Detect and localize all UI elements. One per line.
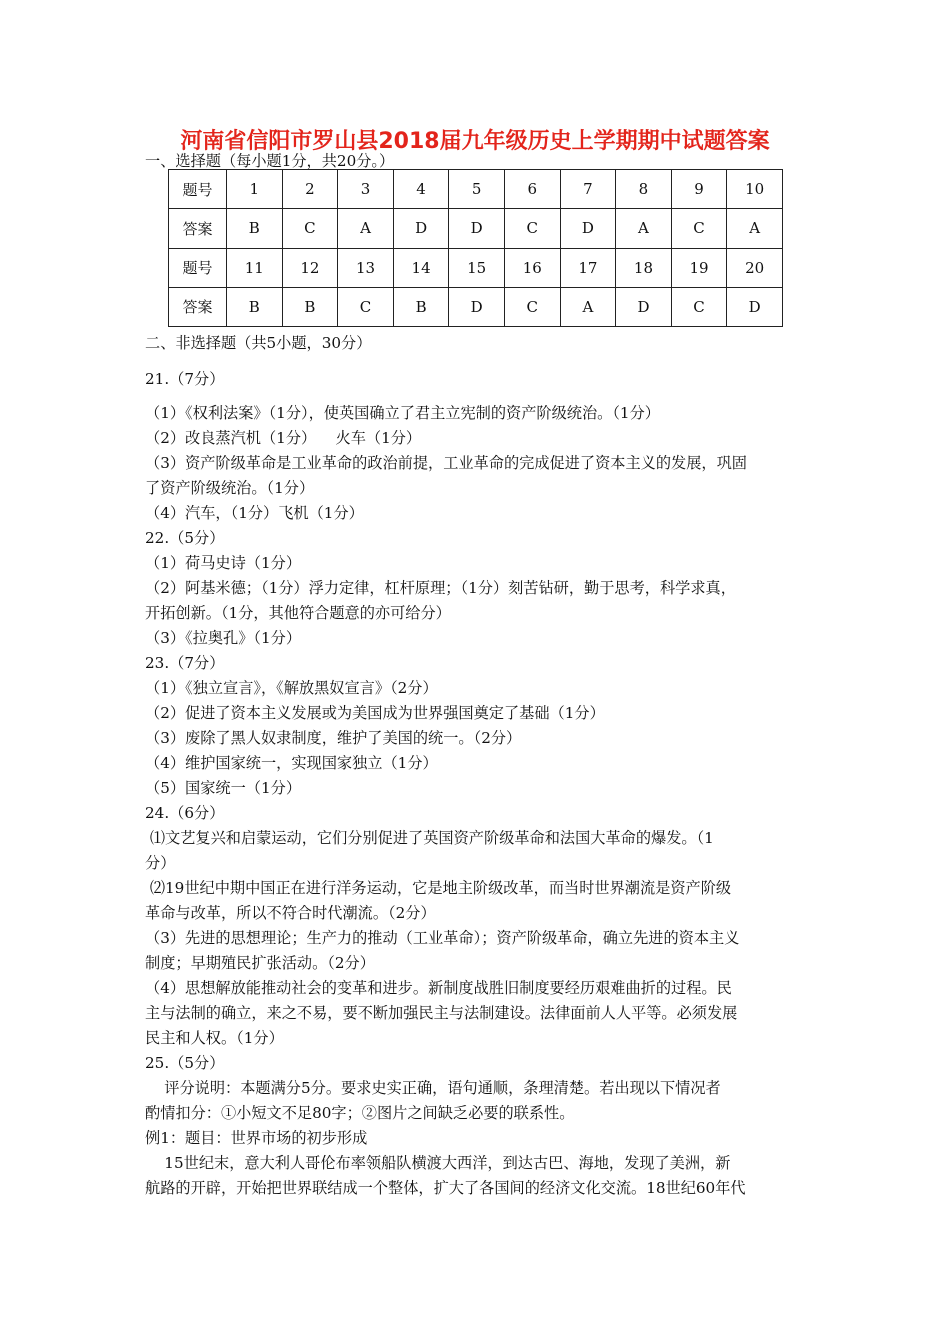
- text-line: ⑵19世纪中期中国正在进行洋务运动，它是地主阶级改革，而当时世界潮流是资产阶级: [145, 879, 732, 897]
- text-line: （2）改良蒸汽机（1分） 火车（1分）: [145, 429, 422, 447]
- table-cell: D: [449, 287, 505, 326]
- table-cell: A: [616, 209, 672, 248]
- table-cell: 11: [227, 248, 283, 287]
- text-line: 22.（5分）: [145, 529, 225, 547]
- table-cell: 7: [560, 170, 616, 209]
- table-cell: 6: [504, 170, 560, 209]
- table-row: [169, 209, 783, 248]
- section-heading-choice: 一、选择题（每小题1分，共20分。）: [145, 152, 395, 170]
- table-header-cell: 题号: [169, 170, 227, 209]
- text-line: 例1：题目：世界市场的初步形成: [145, 1129, 368, 1147]
- table-cell: 18: [616, 248, 672, 287]
- table-cell: 1: [227, 170, 283, 209]
- table-header-cell: 题号: [169, 248, 227, 287]
- text-line: 革命与改革，所以不符合时代潮流。（2分）: [145, 904, 436, 922]
- text-line: 了资产阶级统治。（1分）: [145, 479, 315, 497]
- answer-table: [168, 169, 783, 327]
- text-line: （1）《独立宣言》，《解放黑奴宣言》（2分）: [145, 679, 438, 697]
- table-cell: C: [504, 209, 560, 248]
- table-cell: 9: [671, 170, 727, 209]
- text-line: 25.（5分）: [145, 1054, 225, 1072]
- table-cell: B: [393, 287, 449, 326]
- table-cell: C: [671, 209, 727, 248]
- text-line: （3）《拉奥孔》（1分）: [145, 629, 302, 647]
- table-cell: C: [282, 209, 338, 248]
- table-cell: 4: [393, 170, 449, 209]
- table-cell: A: [560, 287, 616, 326]
- table-cell: 5: [449, 170, 505, 209]
- text-line: （2）阿基米德；（1分）浮力定律，杠杆原理；（1分）刻苦钻研，勤于思考，科学求真，: [145, 579, 736, 597]
- table-cell: D: [393, 209, 449, 248]
- table-cell: D: [727, 287, 783, 326]
- table-header-cell: 答案: [169, 209, 227, 248]
- table-cell: A: [727, 209, 783, 248]
- table-cell: C: [671, 287, 727, 326]
- document-title: 河南省信阳市罗山县2018届九年级历史上学期期中试题答案: [180, 129, 770, 154]
- text-line: 酌情扣分：①小短文不足80字；②图片之间缺乏必要的联系性。: [145, 1104, 575, 1122]
- table-row: [169, 287, 783, 326]
- table-cell: 3: [338, 170, 394, 209]
- table-cell: D: [616, 287, 672, 326]
- table-cell: 8: [616, 170, 672, 209]
- table-cell: B: [227, 209, 283, 248]
- text-line: （1）《权利法案》（1分），使英国确立了君主立宪制的资产阶级统治。（1分）: [145, 404, 660, 422]
- table-cell: B: [227, 287, 283, 326]
- table-cell: 17: [560, 248, 616, 287]
- text-line: ⑴文艺复兴和启蒙运动，它们分别促进了英国资产阶级革命和法国大革命的爆发。（1: [145, 829, 714, 847]
- text-line: 23.（7分）: [145, 654, 225, 672]
- text-line: （3）先进的思想理论；生产力的推动（工业革命）；资产阶级革命，确立先进的资本主义: [145, 929, 740, 947]
- text-line: （4）汽车，（1分）飞机（1分）: [145, 504, 364, 522]
- text-line: （3）废除了黑人奴隶制度，维护了美国的统一。（2分）: [145, 729, 522, 747]
- text-line: 24.（6分）: [145, 804, 225, 822]
- table-header-cell: 答案: [169, 287, 227, 326]
- table-cell: D: [560, 209, 616, 248]
- text-line: （5）国家统一（1分）: [145, 779, 302, 797]
- table-cell: C: [504, 287, 560, 326]
- table-cell: 16: [504, 248, 560, 287]
- text-line: 制度；早期殖民扩张活动。（2分）: [145, 954, 375, 972]
- table-cell: 14: [393, 248, 449, 287]
- text-line: 民主和人权。（1分）: [145, 1029, 284, 1047]
- section-heading-nonchoice: 二、非选择题（共5小题，30分）: [145, 334, 372, 352]
- text-line: 21.（7分）: [145, 370, 225, 388]
- text-line: （4）思想解放能推动社会的变革和进步。新制度战胜旧制度要经历艰难曲折的过程。民: [145, 979, 732, 997]
- text-line: （1）荷马史诗（1分）: [145, 554, 302, 572]
- table-cell: D: [449, 209, 505, 248]
- table-cell: 10: [727, 170, 783, 209]
- table-cell: A: [338, 209, 394, 248]
- text-line: 评分说明：本题满分5分。要求史实正确，语句通顺，条理清楚。若出现以下情况者: [145, 1079, 721, 1097]
- text-line: 分）: [145, 854, 176, 872]
- text-line: 航路的开辟，开始把世界联结成一个整体，扩大了各国间的经济文化交流。18世纪60年代: [145, 1179, 746, 1197]
- text-line: （2）促进了资本主义发展或为美国成为世界强国奠定了基础（1分）: [145, 704, 605, 722]
- table-cell: 13: [338, 248, 394, 287]
- text-line: （3）资产阶级革命是工业革命的政治前提，工业革命的完成促进了资本主义的发展，巩固: [145, 454, 747, 472]
- text-line: 主与法制的确立，来之不易，要不断加强民主与法制建设。法律面前人人平等。必须发展: [145, 1004, 738, 1022]
- table-cell: 2: [282, 170, 338, 209]
- text-line: 开拓创新。（1分，其他符合题意的亦可给分）: [145, 604, 451, 622]
- table-cell: C: [338, 287, 394, 326]
- text-line: （4）维护国家统一，实现国家独立（1分）: [145, 754, 438, 772]
- table-cell: 19: [671, 248, 727, 287]
- text-line: 15世纪末，意大利人哥伦布率领船队横渡大西洋，到达古巴、海地，发现了美洲，新: [145, 1154, 731, 1172]
- table-row: [169, 248, 783, 287]
- table-row: [169, 170, 783, 209]
- table-cell: 12: [282, 248, 338, 287]
- table-cell: 15: [449, 248, 505, 287]
- table-cell: 20: [727, 248, 783, 287]
- table-cell: B: [282, 287, 338, 326]
